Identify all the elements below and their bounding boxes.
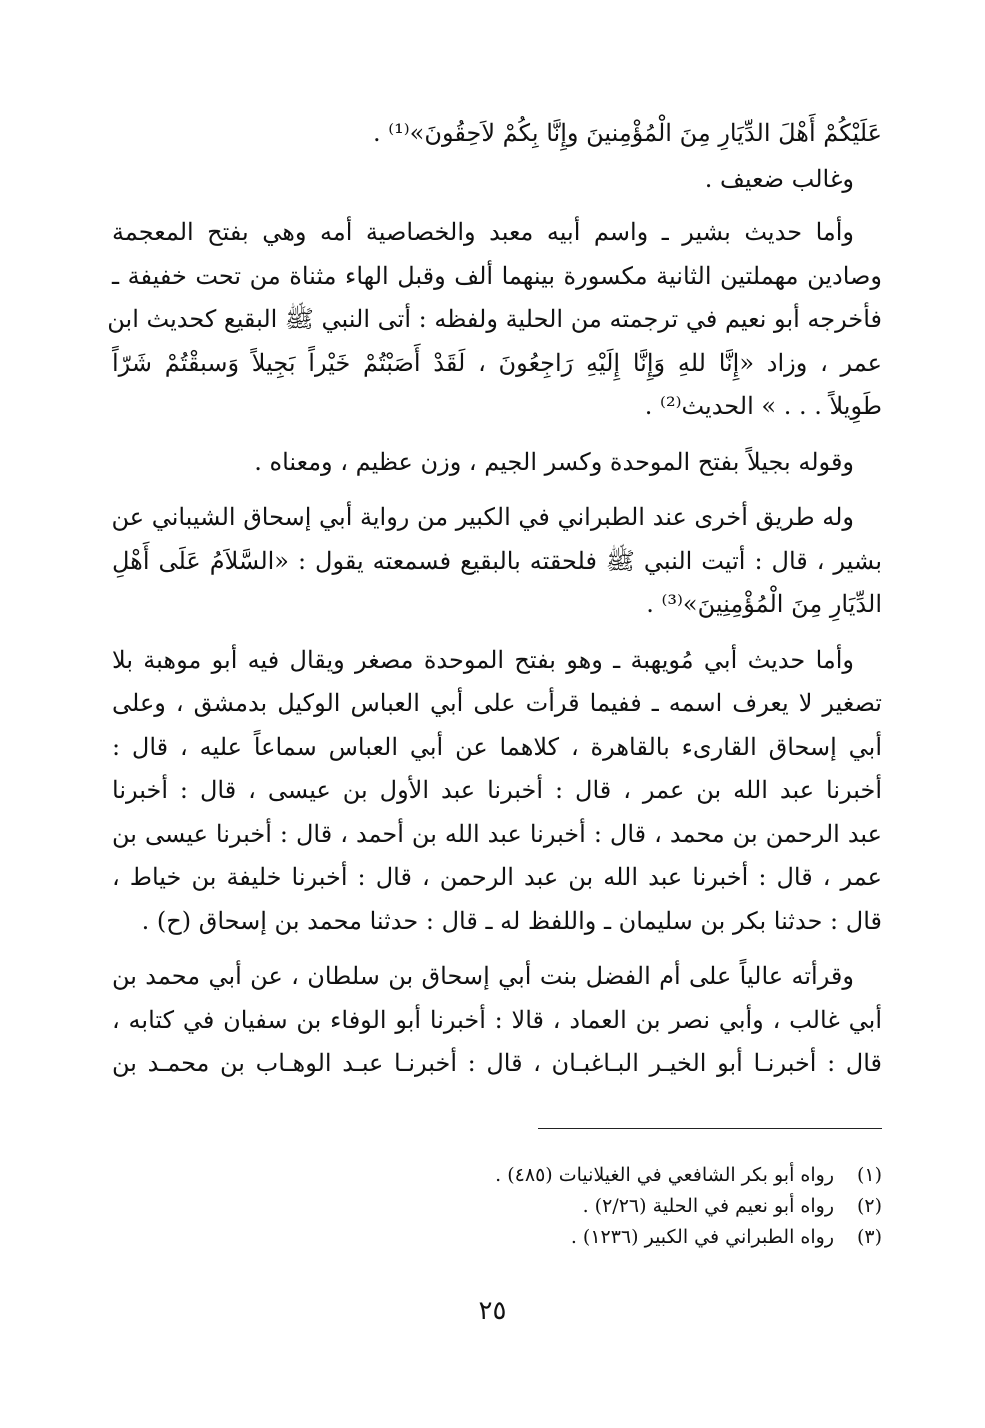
paragraph-6	[112, 639, 882, 944]
text-line: وصادين مهملتين الثانية مكسورة بينهما ألف وقبل الهاء مثناة من تحت خفيفة ـ	[112, 261, 882, 290]
text-line: قال : حدثنا بكر بن سليمان ـ واللفظ له ـ قال : حدثنا محمد بن إسحاق (ح) .	[141, 906, 882, 935]
paragraph-5	[112, 496, 882, 627]
footnote-text: رواه أبو نعيم في الحلية (٢/٢٦) .	[582, 1195, 834, 1217]
text-line: عَلَيْكُمْ أَهْلَ الدِّيَارِ مِنَ الْمُؤْمِنينَ وإِنَّا بِكُمْ لاَحِقُونَ»⁽¹⁾ .	[373, 119, 882, 147]
paragraph-4	[112, 441, 882, 485]
page-number: ٢٥	[478, 1296, 507, 1326]
text-line: وقرأته عالياً على أم الفضل بنت أبي إسحاق بن سلطان ، عن أبي محمد بن	[112, 962, 854, 990]
text-line: تصغير لا يعرف اسمه ـ ففيما قرأت على أبي العباس الوكيل بدمشق ، وعلى	[112, 689, 882, 717]
text-line: وغالب ضعيف .	[704, 164, 854, 193]
text-line: قال : أخبرنـا أبو الخيـر البـاغبـان ، قال : أخبرنـا عبـد الوهـاب بن محمـد بن	[112, 1049, 882, 1077]
footnote-text: رواه الطبراني في الكبير (١٢٣٦) .	[570, 1226, 834, 1248]
paragraph-1	[112, 112, 882, 156]
footnotes	[382, 1160, 882, 1253]
footnote-number: (٣)	[856, 1226, 882, 1248]
text-line: أبي إسحاق القارىء بالقاهرة ، كلاهما عن أبي العباس سماعاً عليه ، قال :	[112, 732, 882, 761]
paragraph-2	[112, 158, 882, 202]
text-line: فأخرجه أبو نعيم في ترجمته من الحلية ولفظه : أتى النبي ﷺ البقيع كحديث ابن	[107, 305, 882, 333]
footnote-number: (١)	[856, 1164, 882, 1186]
footnote-2	[382, 1191, 882, 1222]
footnote-text: رواه أبو بكر الشافعي في الغيلانيات (٤٨٥) .	[495, 1164, 834, 1186]
text-line: الدِّيَارِ مِنَ الْمُؤْمِنِينَ»⁽³⁾ .	[646, 590, 882, 618]
paragraph-7	[112, 955, 882, 1086]
footnote-separator	[538, 1128, 882, 1129]
text-line: أبي غالب ، وأبي نصر بن العماد ، قالا : أخبرنا أبو الوفاء بن سفيان في كتابه ،	[112, 1005, 882, 1034]
text-line: عبد الرحمن بن محمد ، قال : أخبرنا عبد الله بن أحمد ، قال : أخبرنا عيسى بن	[112, 819, 882, 848]
text-line: عمر ، قال : أخبرنا عبد الله بن عبد الرحمن ، قال : أخبرنا خليفة بن خياط ،	[112, 863, 882, 891]
main-text	[107, 112, 882, 1086]
text-line: وأما حديث بشير ـ واسم أبيه معبد والخصاصية أمه وهي بفتح المعجمة	[112, 218, 854, 246]
text-line: وأما حديث أبي مُويهبة ـ وهو بفتح الموحدة مصغر ويقال فيه أبو موهبة بلا	[112, 645, 854, 674]
text-line: وقوله بجيلاً بفتح الموحدة وكسر الجيم ، وزن عظيم ، ومعناه .	[254, 447, 854, 476]
text-line: أخبرنا عبد الله بن عمر ، قال : أخبرنا عبد الأول بن عيسى ، قال : أخبرنا	[112, 776, 882, 804]
text-line: طَوِيلاً . . . » الحديث⁽²⁾ .	[644, 392, 882, 420]
paragraph-3	[107, 211, 882, 429]
footnote-3	[382, 1222, 882, 1253]
text-line: بشير ، قال : أتيت النبي ﷺ فلحقته بالبقيع فسمعته يقول : «السَّلاَمُ عَلَى أَهْلِ	[112, 546, 882, 575]
text-line: وله طريق أخرى عند الطبراني في الكبير من رواية أبي إسحاق الشيباني عن	[111, 503, 854, 531]
text-line: عمر ، وزاد «إِنَّا للهِ وَإِنَّا إِلَيْهِ رَاجِعُونَ ، لَقَدْ أَصَبْتُمْ خَيْراً بَجِيلاً وَسبقْتُمْ شَرّاً	[112, 348, 882, 377]
footnote-1	[382, 1160, 882, 1191]
footnote-number: (٢)	[856, 1195, 882, 1217]
